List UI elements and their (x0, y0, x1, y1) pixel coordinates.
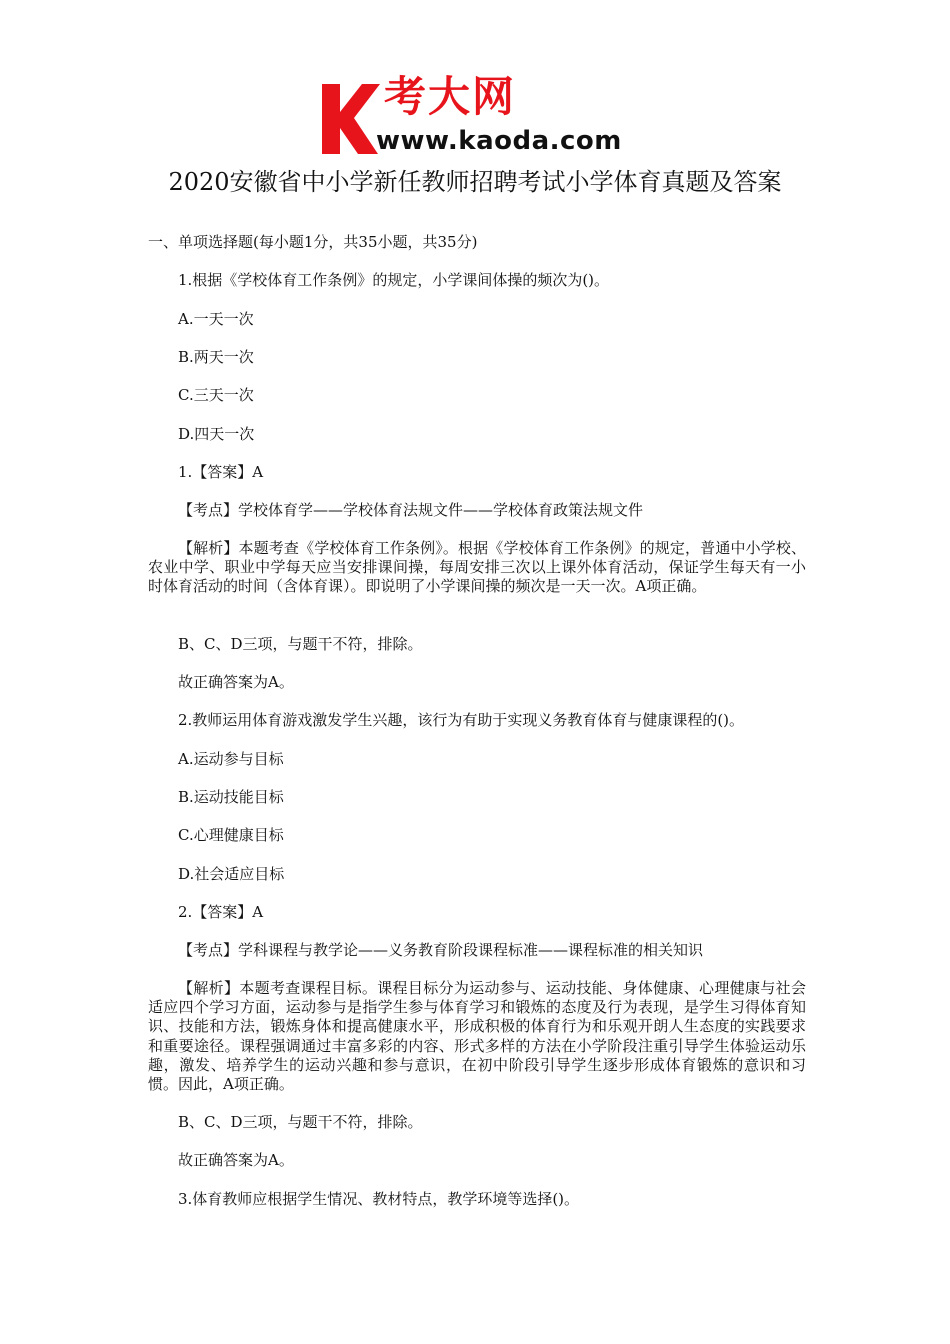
option-d: D.四天一次 (178, 425, 255, 443)
option-a: A.一天一次 (178, 310, 254, 328)
kaoda-logo (318, 72, 640, 158)
answer: 1.【答案】A (178, 463, 264, 481)
option-c: C.三天一次 (178, 386, 254, 404)
option-b: B.运动技能目标 (178, 788, 284, 806)
option-b: B.两天一次 (178, 348, 254, 366)
logo-k-mark (318, 82, 380, 154)
kaodian: 【考点】学校体育学——学校体育法规文件——学校体育政策法规文件 (178, 501, 644, 519)
kaodian: 【考点】学科课程与教学论——义务教育阶段课程标准——课程标准的相关知识 (178, 941, 704, 959)
logo-url: www.kaoda.com (376, 126, 622, 156)
option-c: C.心理健康目标 (178, 826, 284, 844)
jiexi: 【解析】本题考查课程目标。课程目标分为运动参与、运动技能、身体健康、心理健康与社会适应四个学习方面，运动参与是指学生参与体育学习和锻炼的态度及行为表现，是学生习得体育知识、技能和方法，锻炼身体和提高健康水平，形成积极的体育行为和乐观开朗人生态度的实践要求和重要途径。课程强调通过丰富多彩的内容、形式多样的方法在小学阶段注重引导学生体验运动乐趣，激发、培养学生的运动兴趣和参与意识，在初中阶段引导学生逐步形成体育锻炼的意识和习惯。因此，A项正确。 (148, 979, 806, 1094)
conclusion: 故正确答案为A。 (178, 673, 294, 691)
section-heading: 一、单项选择题(每小题1分，共35小题，共35分) (148, 233, 478, 251)
option-a: A.运动参与目标 (178, 750, 284, 768)
exclude-note: B、C、D三项，与题干不符，排除。 (178, 1113, 423, 1131)
exclude-note: B、C、D三项，与题干不符，排除。 (178, 635, 423, 653)
question-stem: 3.体育教师应根据学生情况、教材特点，教学环境等选择()。 (178, 1190, 580, 1208)
question-stem: 2.教师运用体育游戏激发学生兴趣，该行为有助于实现义务教育体育与健康课程的()。 (178, 711, 745, 729)
answer: 2.【答案】A (178, 903, 264, 921)
document-title: 2020安徽省中小学新任教师招聘考试小学体育真题及答案 (168, 168, 782, 196)
question-stem: 1.根据《学校体育工作条例》的规定，小学课间体操的频次为()。 (178, 271, 610, 289)
conclusion: 故正确答案为A。 (178, 1151, 294, 1169)
logo-text: 考大网 (384, 72, 517, 121)
option-d: D.社会适应目标 (178, 865, 285, 883)
jiexi: 【解析】本题考查《学校体育工作条例》。根据《学校体育工作条例》的规定，普通中小学校、农业中学、职业中学每天应当安排课间操，每周安排三次以上课外体育活动，保证学生每天有一小时体育活动的时间（含体育课）。即说明了小学课间操的频次是一天一次。A项正确。 (148, 539, 806, 596)
